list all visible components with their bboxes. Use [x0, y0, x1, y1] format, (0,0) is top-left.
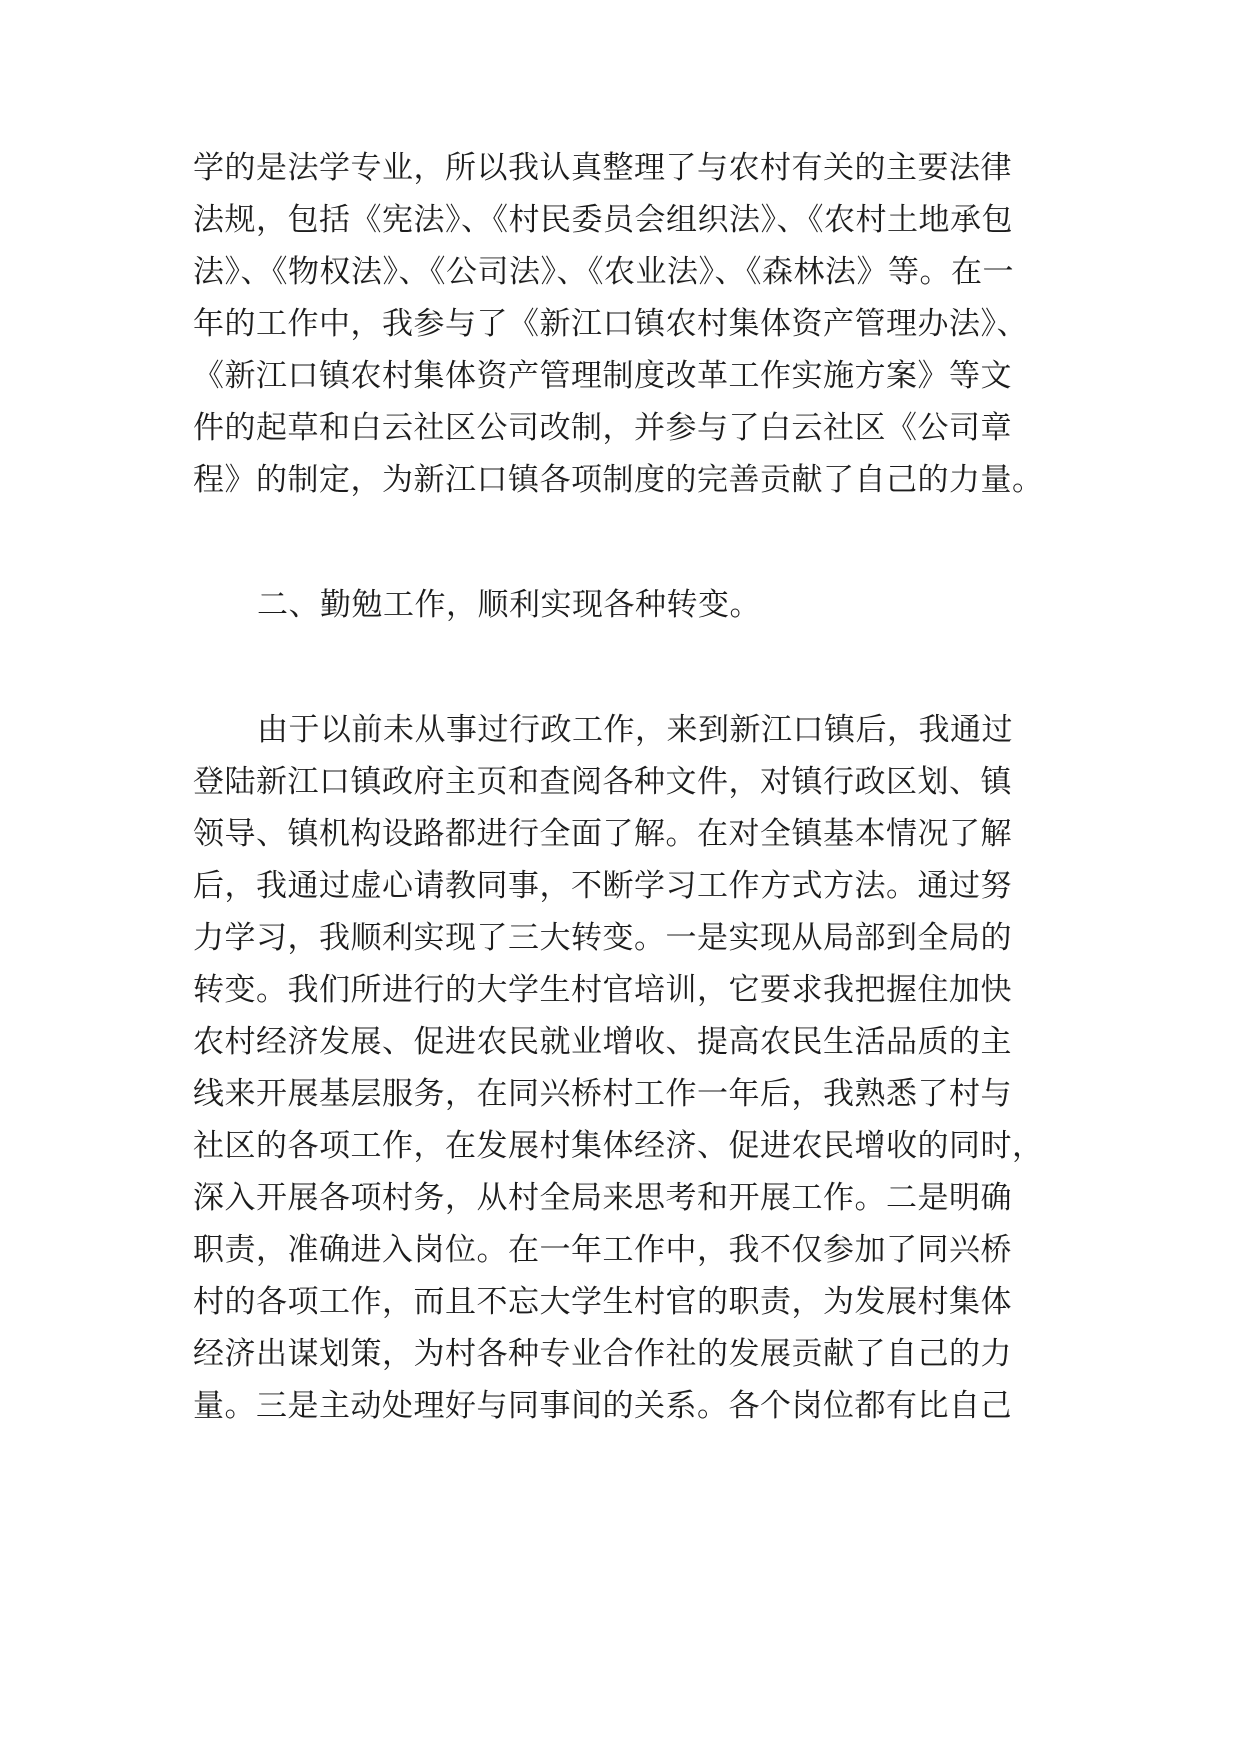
paragraph-line: 登陆新江口镇政府主页和查阅各种文件，对镇行政区划、镇: [193, 764, 1012, 800]
paragraph-line: 力学习，我顺利实现了三大转变。一是实现从局部到全局的: [193, 920, 1012, 956]
paragraph-line: 由于以前未从事过行政工作，来到新江口镇后，我通过: [257, 712, 1013, 748]
paragraph-line: 程》的制定，为新江口镇各项制度的完善贡献了自己的力量。: [193, 462, 1044, 498]
paragraph-line: 农村经济发展、促进农民就业增收、提高农民生活品质的主: [193, 1024, 1012, 1060]
paragraph-line: 职责，准确进入岗位。在一年工作中，我不仅参加了同兴桥: [193, 1232, 1012, 1268]
paragraph-line: 学的是法学专业，所以我认真整理了与农村有关的主要法律: [193, 150, 1012, 186]
paragraph-line: 村的各项工作，而且不忘大学生村官的职责，为发展村集体: [193, 1284, 1012, 1320]
paragraph-line: 法》、《物权法》、《公司法》、《农业法》、《森林法》等。在一: [193, 254, 1014, 290]
paragraph-line: 领导、镇机构设路都进行全面了解。在对全镇基本情况了解: [193, 816, 1012, 852]
paragraph-line: 法规，包括《宪法》、《村民委员会组织法》、《农村土地承包: [193, 202, 1013, 238]
paragraph-line: 社区的各项工作，在发展村集体经济、促进农民增收的同时，: [193, 1128, 1044, 1164]
section-heading: 二、勤勉工作，顺利实现各种转变。: [257, 587, 761, 623]
paragraph-line: 《新江口镇农村集体资产管理制度改革工作实施方案》等文: [193, 358, 1012, 394]
paragraph-line: 件的起草和白云社区公司改制，并参与了白云社区《公司章: [193, 410, 1012, 446]
paragraph-line: 后，我通过虚心请教同事，不断学习工作方式方法。通过努: [193, 868, 1012, 904]
paragraph-line: 量。三是主动处理好与同事间的关系。各个岗位都有比自己: [193, 1388, 1012, 1424]
paragraph-line: 转变。我们所进行的大学生村官培训，它要求我把握住加快: [193, 972, 1012, 1008]
paragraph-line: 深入开展各项村务，从村全局来思考和开展工作。二是明确: [193, 1180, 1012, 1216]
paragraph-line: 线来开展基层服务，在同兴桥村工作一年后，我熟悉了村与: [193, 1076, 1012, 1112]
paragraph-line: 年的工作中，我参与了《新江口镇农村集体资产管理办法》、: [193, 306, 1028, 342]
paragraph-line: 经济出谋划策，为村各种专业合作社的发展贡献了自己的力: [193, 1336, 1012, 1372]
